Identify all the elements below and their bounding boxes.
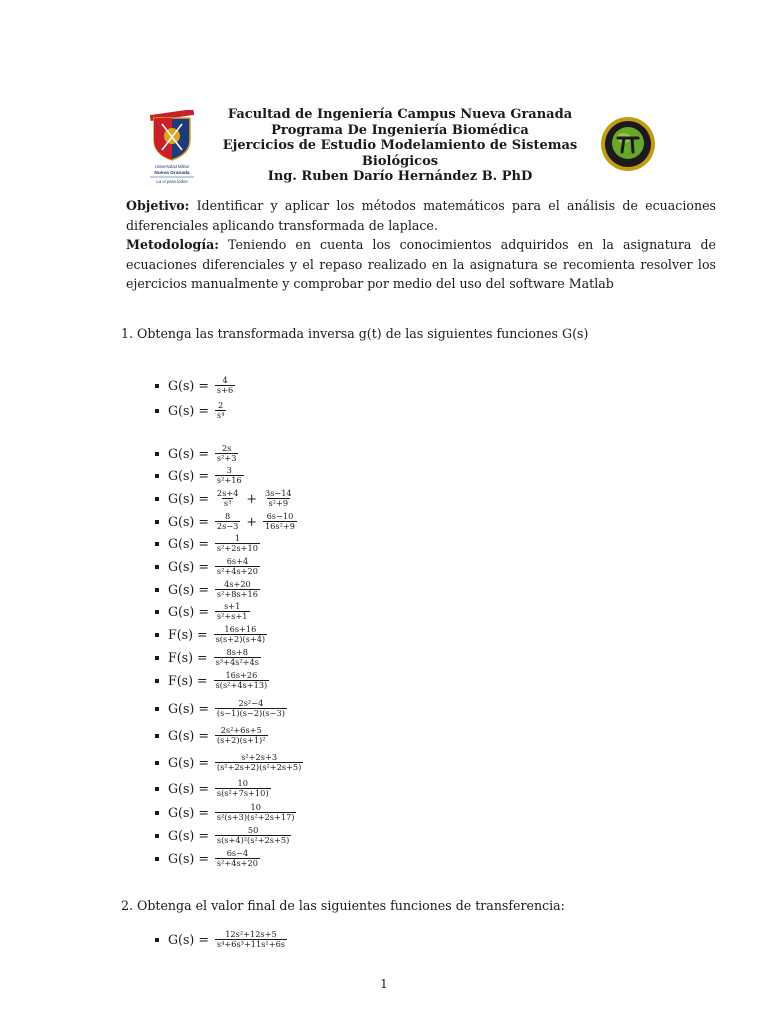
equation-lhs: G(s) = (168, 377, 209, 393)
fraction-numerator: 4 (222, 374, 228, 385)
list-item (155, 823, 293, 847)
fraction-denominator: s(s+4)²(s²+2s+5) (216, 834, 290, 845)
fraction-numerator: 8 (225, 510, 231, 521)
question-1 (121, 326, 588, 341)
fraction-denominator: s²(s+3)(s²+2s+17) (216, 811, 295, 822)
question-text: Obtenga las transformada inversa g(t) de las siguientes funciones G(s) (137, 326, 589, 341)
fraction-denominator: s²+16 (216, 474, 242, 485)
fraction-numerator: 2s²+6s+5 (220, 724, 262, 735)
methodology-label: Metodología: (126, 237, 219, 252)
fraction-numerator: 16s+26 (225, 669, 258, 680)
equation-lhs: G(s) = (168, 850, 209, 866)
equation-lhs: F(s) = (168, 649, 208, 665)
fraction-denominator: s⁴ (216, 409, 225, 420)
equation-lhs: G(s) = (168, 931, 209, 947)
question-2 (121, 898, 565, 913)
list-item (155, 750, 305, 774)
fraction-numerator: 8s+8 (226, 646, 248, 657)
equation-lhs: G(s) = (168, 490, 209, 506)
fraction-denominator: 16s²+9 (264, 520, 295, 531)
equation-lhs: G(s) = (168, 467, 209, 483)
question-text: Obtenga el valor final de las siguientes funciones de transferencia: (137, 898, 565, 913)
equation-lhs: F(s) = (168, 672, 208, 688)
fraction-denominator: s(s+2)(s+4) (215, 633, 266, 644)
fraction-denominator: 2s−3 (216, 520, 239, 531)
equation-lhs: G(s) = (168, 700, 209, 716)
fraction (215, 557, 260, 576)
list-item (155, 599, 252, 623)
question-number: 1. (121, 326, 134, 341)
fraction-denominator: (s²+2s+2)(s²+2s+5) (216, 761, 302, 772)
list-item (155, 398, 228, 422)
objective-paragraph (104, 196, 716, 235)
fraction (215, 726, 268, 745)
list-item (155, 846, 262, 870)
fraction-numerator: 1 (234, 532, 241, 543)
bullet-icon (155, 565, 159, 569)
fraction-denominator: s⁴+6s³+11s²+6s (216, 938, 285, 949)
fraction (215, 444, 239, 463)
equation-lhs: G(s) = (168, 603, 209, 619)
fraction (215, 753, 303, 772)
list-item (155, 554, 262, 578)
fraction-numerator: 2s+4 (216, 487, 239, 498)
fraction-denominator: s²+4s+20 (216, 857, 258, 868)
equation-lhs: G(s) = (168, 445, 209, 461)
list-item (155, 645, 263, 669)
fraction-numerator: 10 (237, 777, 248, 788)
list-item (155, 776, 273, 800)
fraction-denominator: s²+2s+10 (216, 542, 258, 553)
fraction (215, 849, 260, 868)
equation-lhs: G(s) = (168, 827, 209, 843)
equation-lhs: G(s) = (168, 804, 209, 820)
equation-lhs: G(s) = (168, 513, 209, 529)
equation-lhs: G(s) = (168, 535, 209, 551)
fraction-denominator: (s+2)(s+1)² (216, 734, 266, 745)
list-item (155, 800, 298, 824)
list-item (155, 486, 296, 510)
bullet-icon (155, 588, 159, 592)
fraction (214, 625, 268, 644)
bullet-icon (155, 452, 159, 456)
fraction-denominator: s²+s+1 (216, 610, 248, 621)
fraction-numerator: 6s−4 (226, 847, 249, 858)
fraction-denominator: s²+9 (268, 497, 289, 508)
header-program: Programa De Ingeniería Biomédica (271, 122, 529, 138)
equation-lhs: G(s) = (168, 780, 209, 796)
university-crest-icon (144, 110, 200, 188)
fraction (215, 803, 297, 822)
bullet-icon (155, 520, 159, 524)
bullet-icon (155, 633, 159, 637)
fraction-denominator: s(s²+7s+10) (216, 787, 269, 798)
fraction (215, 826, 291, 845)
fraction-denominator: s²+4s+20 (216, 565, 258, 576)
methodology-text: Teniendo en cuenta los conocimientos adquiridos en la asignatura de ecuaciones diferenciales y el repaso realizado en la asignatura se recomienta resolver los ejercicios manualmente y comprobar por medio del uso del software Matlab (126, 237, 716, 291)
logo-tagline: La U para todos (156, 179, 188, 184)
fraction (215, 512, 240, 531)
fraction-denominator: s(s²+4s+13) (215, 679, 268, 690)
fraction-numerator: 2s²−4 (238, 697, 264, 708)
header-course-line-1: Ejercicios de Estudio Modelamiento de Sistemas (222, 138, 578, 153)
bullet-icon (155, 409, 159, 413)
fraction-numerator: 4s+20 (224, 578, 251, 589)
equation-lhs: G(s) = (168, 402, 209, 418)
objective-label: Objetivo: (126, 198, 190, 213)
fraction (215, 489, 240, 508)
fraction (215, 376, 235, 395)
document-header (210, 107, 590, 185)
fraction-denominator: s³ (223, 497, 232, 508)
bullet-icon (155, 542, 159, 546)
bullet-icon (155, 857, 159, 861)
list-item (155, 577, 262, 601)
list-item (155, 463, 246, 487)
list-item (155, 509, 299, 533)
fraction (215, 930, 287, 949)
bullet-icon (155, 474, 159, 478)
objective-text: Identificar y aplicar los métodos matemáticos para el análisis de ecuaciones diferenciales aplicando transformada de laplace. (126, 198, 716, 233)
list-item (155, 622, 269, 646)
header-author: Ing. Ruben Darío Hernández B. PhD (267, 169, 533, 184)
pi-medallion-icon (600, 114, 656, 172)
fraction (215, 699, 287, 718)
fraction-denominator: s²+8s+16 (216, 588, 258, 599)
fraction-numerator: 2 (218, 399, 224, 410)
fraction (215, 401, 226, 420)
equation-lhs: G(s) = (168, 558, 209, 574)
bullet-icon (155, 811, 159, 815)
bullet-icon (155, 497, 159, 501)
bullet-icon (155, 734, 159, 738)
fraction-denominator: s²+3 (216, 452, 237, 463)
fraction-numerator: 6s+4 (226, 555, 249, 566)
fraction-numerator: s²+2s+3 (241, 751, 278, 762)
bullet-icon (155, 938, 159, 942)
header-faculty: Facultad de Ingeniería Campus Nueva Granada (227, 107, 573, 122)
methodology-paragraph (104, 235, 716, 294)
fraction (215, 779, 271, 798)
list-item (155, 531, 262, 555)
plus-sign: + (246, 513, 257, 529)
logo-line-1: Universidad Militar (154, 164, 190, 169)
question-number: 2. (121, 898, 134, 913)
fraction (263, 489, 294, 508)
fraction-numerator: 50 (247, 824, 259, 835)
equation-lhs: F(s) = (168, 626, 208, 642)
fraction-numerator: 16s+16 (224, 623, 257, 634)
plus-sign: + (246, 490, 257, 506)
fraction-denominator: s³+4s²+4s (215, 656, 259, 667)
fraction-numerator: 6s−10 (266, 510, 294, 521)
equation-lhs: G(s) = (168, 727, 209, 743)
fraction (214, 671, 270, 690)
fraction-denominator: s+6 (216, 384, 234, 395)
fraction (215, 580, 260, 599)
fraction-numerator: 3s−14 (264, 487, 292, 498)
fraction-numerator: 3 (226, 464, 232, 475)
fraction-denominator: (s−1)(s−2)(s−3) (216, 707, 285, 718)
logo-line-2: Nueva Granada (154, 171, 190, 176)
list-item (155, 668, 271, 692)
equation-lhs: G(s) = (168, 581, 209, 597)
fraction-numerator: 12s²+12s+5 (225, 928, 277, 939)
fraction (215, 534, 260, 553)
bullet-icon (155, 656, 159, 660)
list-item (155, 441, 240, 465)
bullet-icon (155, 384, 159, 388)
equation-lhs: G(s) = (168, 754, 209, 770)
fraction (263, 512, 297, 531)
list-item (155, 723, 270, 747)
bullet-icon (155, 761, 159, 765)
bullet-icon (155, 679, 159, 683)
fraction-numerator: 2s (221, 442, 232, 453)
bullet-icon (155, 610, 159, 614)
bullet-icon (155, 834, 159, 838)
fraction (215, 602, 250, 621)
list-item (155, 696, 289, 720)
header-course-line-2: Biológicos (361, 153, 439, 169)
page-number: 1 (380, 977, 388, 991)
list-item (155, 927, 289, 951)
fraction-numerator: 10 (250, 801, 261, 812)
bullet-icon (155, 787, 159, 791)
fraction-numerator: s+1 (224, 600, 241, 611)
fraction (214, 648, 261, 667)
fraction (215, 466, 244, 485)
list-item (155, 373, 237, 397)
bullet-icon (155, 707, 159, 711)
